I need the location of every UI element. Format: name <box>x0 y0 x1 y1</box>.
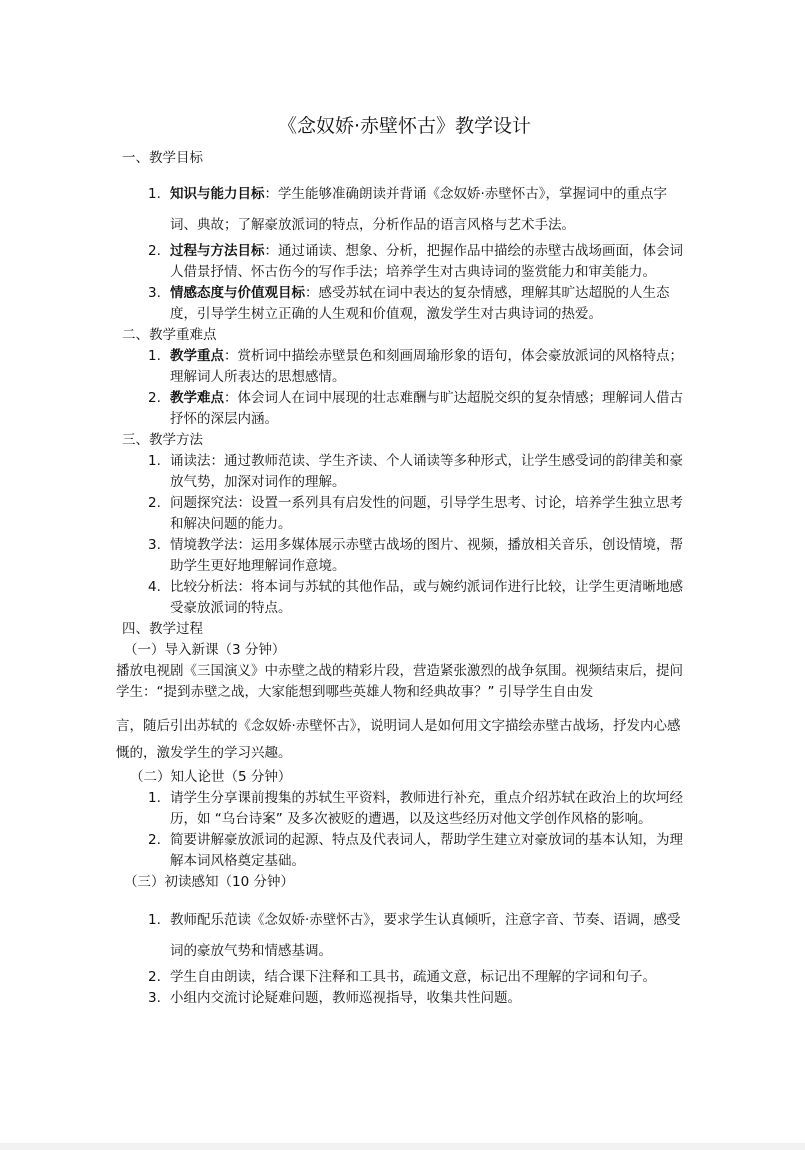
subsection-heading-first-reading: （三）初读感知（10 分钟） <box>124 874 294 890</box>
intro-paragraph-2: 言，随后引出苏轼的《念奴娇·赤壁怀古》，说明词人是如何用文字描绘赤壁古战场，抒发内心感慨的，激发学生的学习兴趣。 <box>116 718 681 761</box>
section-heading-key-points: 二、教学重难点 <box>122 327 217 343</box>
list-item: 2. 教学难点：体会词人在词中展现的壮志难酬与旷达超脱交织的复杂情感；理解词人借古抒怀的深层内涵。 <box>148 390 683 427</box>
key-points-list <box>122 346 687 430</box>
list-item: 1. 诵读法：通过教师范读、学生齐读、个人诵读等多种形式，让学生感受词的韵律美和豪放气势，加深对词作的理解。 <box>148 453 683 490</box>
subsection-heading-background: （二）知人论世（5 分钟） <box>130 769 292 785</box>
list-item: 2. 问题探究法：设置一系列具有启发性的问题，引导学生思考、讨论，培养学生独立思考和解决问题的能力。 <box>148 495 683 532</box>
list-item: 4. 比较分析法：将本词与苏轼的其他作品，或与婉约派词作进行比较，让学生更清晰地感受豪放派词的特点。 <box>148 579 683 616</box>
list-item: 2. 简要讲解豪放派词的起源、特点及代表词人，帮助学生建立对豪放词的基本认知，为理解本词风格奠定基础。 <box>148 832 683 869</box>
section-heading-objectives: 一、教学目标 <box>122 150 203 166</box>
document-title: 《念奴娇·赤壁怀古》教学设计 <box>277 115 532 137</box>
list-item: 1. 教学重点：赏析词中描绘赤壁景色和刻画周瑜形象的语句，体会豪放派词的风格特点；理解词人所表达的思想感情。 <box>148 348 683 385</box>
methods-list <box>122 451 687 619</box>
first-reading-list <box>122 905 687 1009</box>
list-item: 3. 情境教学法：运用多媒体展示赤壁古战场的图片、视频，播放相关音乐，创设情境，帮助学生更好地理解词作意境。 <box>148 537 683 574</box>
document-content <box>116 112 687 1009</box>
objectives-list <box>122 179 687 325</box>
background-list <box>122 788 687 872</box>
list-item: 1. 知识与能力目标：学生能够准确朗读并背诵《念奴娇·赤壁怀古》，掌握词中的重点字词、典故；了解豪放派词的特点，分析作品的语言风格与艺术手法。 <box>148 186 668 233</box>
list-item: 2. 过程与方法目标：通过诵读、想象、分析，把握作品中描绘的赤壁古战场画面，体会词人借景抒情、怀古伤今的写作手法；培养学生对古典诗词的鉴赏能力和审美能力。 <box>148 243 683 280</box>
intro-paragraph-1: 播放电视剧《三国演义》中赤壁之战的精彩片段，营造紧张激烈的战争氛围。视频结束后，提问学生：“提到赤壁之战，大家能想到哪些英雄人物和经典故事？” 引导学生自由发 <box>116 663 683 700</box>
list-item: 3. 小组内交流讨论疑难问题，教师巡视指导，收集共性问题。 <box>148 990 521 1006</box>
section-heading-process: 四、教学过程 <box>122 621 203 637</box>
list-item: 3. 情感态度与价值观目标：感受苏轼在词中表达的复杂情感，理解其旷达超脱的人生态度，引导学生树立正确的人生观和价值观，激发学生对古典诗词的热爱。 <box>148 285 670 322</box>
list-item: 1. 请学生分享课前搜集的苏轼生平资料，教师进行补充，重点介绍苏轼在政治上的坎坷经历，如 “乌台诗案” 及多次被贬的遭遇，以及这些经历对他文学创作风格的影响。 <box>148 790 683 827</box>
section-heading-methods: 三、教学方法 <box>122 432 203 448</box>
list-item: 2. 学生自由朗读，结合课下注释和工具书，疏通文意，标记出不理解的字词和句子。 <box>148 969 656 985</box>
subsection-heading-intro: （一）导入新课（3 分钟） <box>124 642 286 658</box>
list-item: 1. 教师配乐范读《念奴娇·赤壁怀古》，要求学生认真倾听，注意字音、节奏、语调，感受词的豪放气势和情感基调。 <box>148 912 681 959</box>
